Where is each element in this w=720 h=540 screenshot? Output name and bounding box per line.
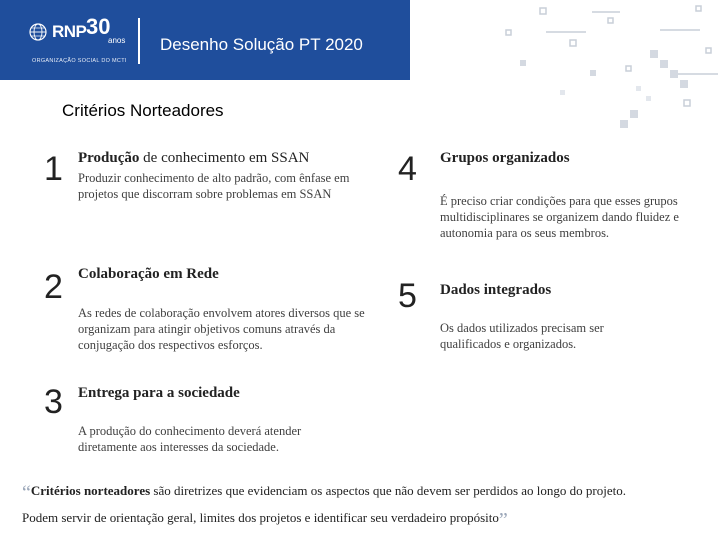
item-number: 2 [44, 268, 63, 306]
header-divider [138, 18, 140, 64]
item-body: A produção do conhecimento deverá atender diretamente aos interesses da sociedade. [78, 424, 302, 454]
decorative-pattern [500, 0, 720, 140]
close-quote-mark: ” [498, 509, 508, 531]
item-number: 5 [398, 277, 417, 315]
item-body: As redes de colaboração envolvem atores diversos que se organizam para atingir objetivos comuns através da conjugação dos respectivos esforços. [78, 306, 365, 352]
quote-bold: Critérios norteadores [30, 483, 151, 498]
item-title [440, 282, 551, 299]
item-title-bold: Grupos organizados [440, 150, 570, 166]
open-quote-mark: “ [22, 482, 31, 504]
quote-line-1 [22, 482, 626, 505]
item-number: 4 [398, 150, 417, 188]
logo-number: 30 [86, 14, 111, 39]
item-body: É preciso criar condições para que esses grupos multidisciplinares se organizem dando fluidez e autonomia para os seus membros. [440, 194, 679, 240]
item-number: 3 [44, 383, 63, 421]
item-number: 1 [44, 150, 63, 188]
item-body: Os dados utilizados precisam ser qualificados e organizados. [440, 321, 604, 351]
page-title: Desenho Solução PT 2020 [160, 35, 363, 54]
item-title-bold: Dados integrados [440, 282, 552, 298]
item-title-rest: de conhecimento em SSAN [139, 150, 310, 166]
logo-text: RNP [52, 22, 87, 41]
item-title [440, 150, 570, 167]
section-title: Critérios Norteadores [62, 101, 224, 120]
item-body: Produzir conhecimento de alto padrão, com ênfase em projetos que discorram sobre problemas em SSAN [78, 171, 350, 201]
item-title [78, 266, 219, 283]
quote-line-2 [22, 509, 508, 532]
globe-icon [28, 22, 48, 42]
item-title-bold: Produção [78, 150, 140, 166]
item-title [78, 385, 240, 402]
item-title [78, 150, 309, 167]
quote-rest: são diretrizes que evidenciam os aspectos que não devem ser perdidos ao longo do projeto. [150, 483, 626, 498]
quote-text: Podem servir de orientação geral, limites dos projetos e identificar seu verdadeiro propósito [22, 510, 499, 525]
logo-anos: anos [108, 36, 126, 45]
item-title-bold: Entrega para a sociedade [78, 385, 240, 401]
item-title-bold: Colaboração em Rede [78, 266, 219, 282]
logo-subtitle: ORGANIZAÇÃO SOCIAL DO MCTI [32, 58, 127, 64]
